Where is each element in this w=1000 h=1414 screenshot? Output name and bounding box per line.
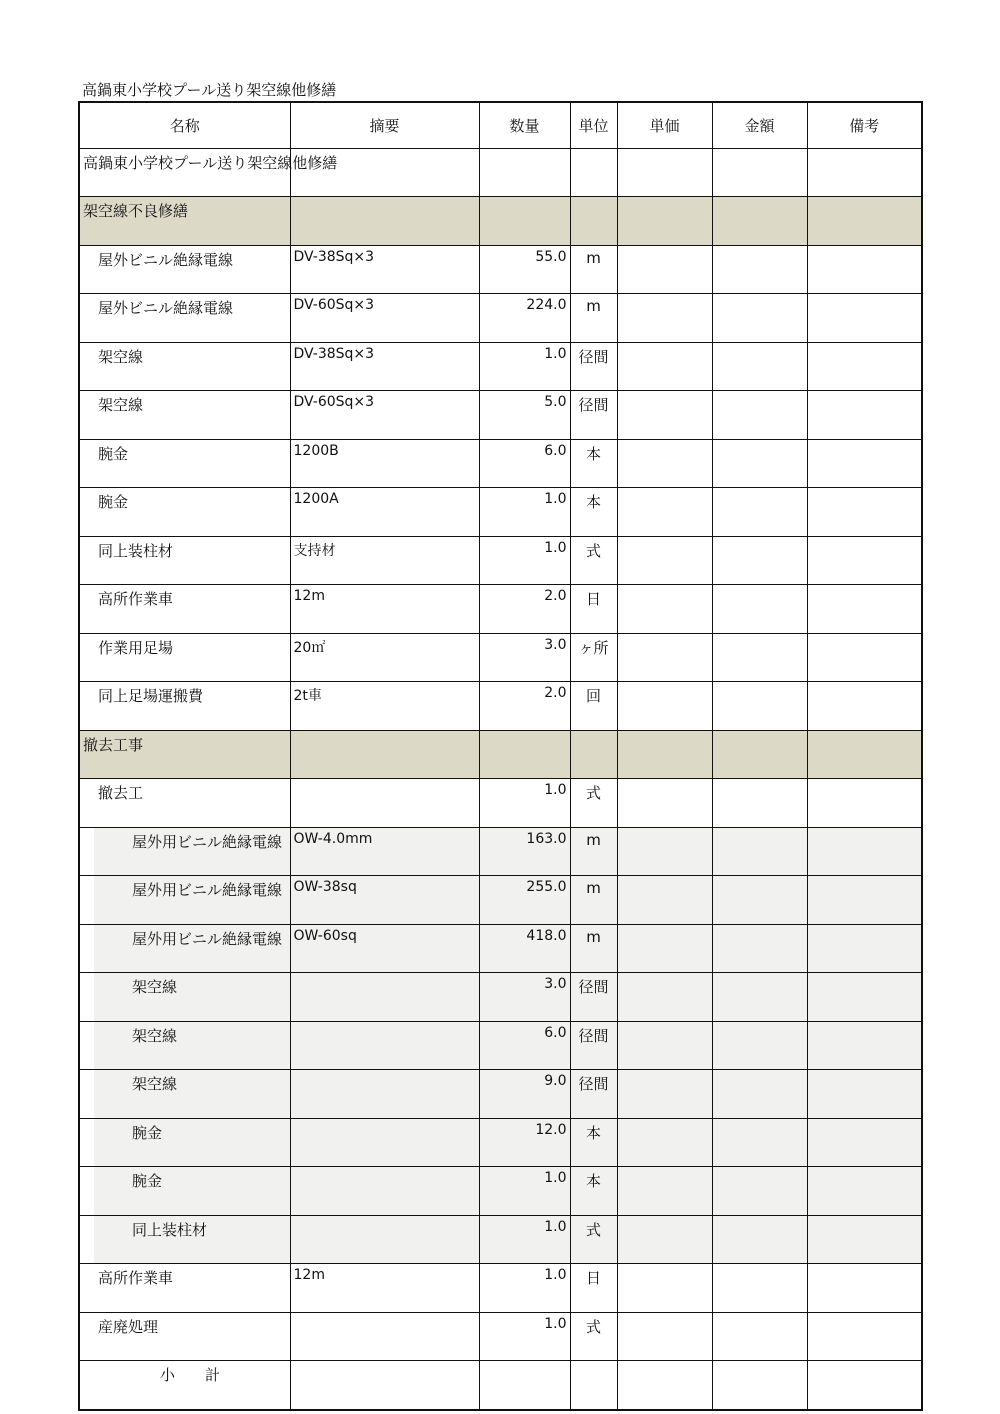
item-desc: 20㎡	[290, 633, 479, 682]
item-name: 屋外用ビニル絶縁電線	[79, 827, 290, 876]
item-name: 産廃処理	[79, 1312, 290, 1361]
table-row	[79, 342, 922, 391]
item-qty: 9.0	[479, 1070, 570, 1119]
table-row	[79, 488, 922, 537]
item-note	[807, 245, 922, 294]
item-unit: 回	[570, 682, 617, 731]
item-price	[617, 1361, 712, 1410]
item-unit: 式	[570, 1312, 617, 1361]
item-desc: OW-60sq	[290, 924, 479, 973]
item-price	[617, 1167, 712, 1216]
item-note	[807, 1021, 922, 1070]
item-name: 架空線	[79, 973, 290, 1022]
item-price	[617, 1070, 712, 1119]
item-qty: 1.0	[479, 342, 570, 391]
item-price	[617, 730, 712, 779]
item-qty: 5.0	[479, 391, 570, 440]
table-row	[79, 924, 922, 973]
table-row	[79, 1264, 922, 1313]
header-qty: 数量	[479, 102, 570, 148]
item-price	[617, 585, 712, 634]
subtotal-row	[79, 1361, 922, 1410]
item-desc	[290, 973, 479, 1022]
item-unit: ヶ所	[570, 633, 617, 682]
item-name: 同上装柱材	[79, 1215, 290, 1264]
item-qty: 6.0	[479, 439, 570, 488]
item-note	[807, 197, 922, 246]
item-price	[617, 779, 712, 828]
item-desc	[290, 1167, 479, 1216]
item-name: 屋外ビニル絶縁電線	[79, 294, 290, 343]
item-note	[807, 827, 922, 876]
item-qty: 6.0	[479, 1021, 570, 1070]
table-row	[79, 876, 922, 925]
item-amount	[712, 924, 807, 973]
item-name: 架空線	[79, 1021, 290, 1070]
item-qty	[479, 730, 570, 779]
item-amount	[712, 1167, 807, 1216]
item-amount	[712, 1215, 807, 1264]
item-note	[807, 1070, 922, 1119]
item-amount	[712, 1118, 807, 1167]
item-name: 腕金	[79, 1167, 290, 1216]
item-qty: 1.0	[479, 1264, 570, 1313]
item-price	[617, 536, 712, 585]
item-desc	[290, 1215, 479, 1264]
item-unit: 日	[570, 585, 617, 634]
item-unit: 径間	[570, 1070, 617, 1119]
item-amount	[712, 1312, 807, 1361]
item-note	[807, 924, 922, 973]
item-desc	[290, 730, 479, 779]
item-qty: 163.0	[479, 827, 570, 876]
item-note	[807, 779, 922, 828]
item-price	[617, 148, 712, 197]
item-unit: 径間	[570, 391, 617, 440]
item-unit: m	[570, 827, 617, 876]
item-unit: 本	[570, 1118, 617, 1167]
item-note	[807, 342, 922, 391]
section-row	[79, 197, 922, 246]
item-note	[807, 439, 922, 488]
item-note	[807, 294, 922, 343]
item-qty: 1.0	[479, 1312, 570, 1361]
header-note: 備考	[807, 102, 922, 148]
item-price	[617, 1215, 712, 1264]
item-desc: 2t車	[290, 682, 479, 731]
item-unit: 径間	[570, 1021, 617, 1070]
item-amount	[712, 488, 807, 537]
item-name: 同上足場運搬費	[79, 682, 290, 731]
item-amount	[712, 876, 807, 925]
item-desc: OW-4.0mm	[290, 827, 479, 876]
table-row	[79, 973, 922, 1022]
item-name: 腕金	[79, 488, 290, 537]
section-name: 撤去工事	[79, 730, 290, 779]
header-amount: 金額	[712, 102, 807, 148]
item-unit: 式	[570, 1215, 617, 1264]
item-amount	[712, 342, 807, 391]
item-desc	[290, 1070, 479, 1119]
item-desc: DV-60Sq×3	[290, 391, 479, 440]
item-unit	[570, 730, 617, 779]
item-desc	[290, 1118, 479, 1167]
item-price	[617, 1021, 712, 1070]
item-price	[617, 439, 712, 488]
table-row	[79, 1118, 922, 1167]
item-price	[617, 488, 712, 537]
item-price	[617, 973, 712, 1022]
item-unit	[570, 197, 617, 246]
item-desc: 支持材	[290, 536, 479, 585]
table-row	[79, 1070, 922, 1119]
header-name: 名称	[79, 102, 290, 148]
table-row	[79, 391, 922, 440]
item-qty: 224.0	[479, 294, 570, 343]
item-name: 腕金	[79, 1118, 290, 1167]
item-price	[617, 245, 712, 294]
item-desc	[290, 1021, 479, 1070]
item-unit: 径間	[570, 973, 617, 1022]
item-note	[807, 1215, 922, 1264]
item-unit: 式	[570, 536, 617, 585]
item-note	[807, 633, 922, 682]
item-amount	[712, 439, 807, 488]
item-note	[807, 585, 922, 634]
item-qty: 1.0	[479, 779, 570, 828]
item-desc	[290, 1361, 479, 1410]
item-price	[617, 342, 712, 391]
item-unit	[570, 1361, 617, 1410]
item-desc: 1200B	[290, 439, 479, 488]
item-desc: 1200A	[290, 488, 479, 537]
item-qty: 3.0	[479, 973, 570, 1022]
item-price	[617, 294, 712, 343]
item-note	[807, 1118, 922, 1167]
table-row	[79, 779, 922, 828]
item-note	[807, 1312, 922, 1361]
header-desc: 摘要	[290, 102, 479, 148]
item-note	[807, 1361, 922, 1410]
item-amount	[712, 973, 807, 1022]
subtotal-label: 小 計	[79, 1361, 290, 1410]
item-qty	[479, 148, 570, 197]
item-name: 高鍋東小学校プール送り架空線他修繕	[79, 148, 290, 197]
item-unit: m	[570, 924, 617, 973]
table-row	[79, 536, 922, 585]
item-note	[807, 536, 922, 585]
item-amount	[712, 730, 807, 779]
item-unit: 式	[570, 779, 617, 828]
item-qty: 1.0	[479, 1167, 570, 1216]
item-amount	[712, 391, 807, 440]
item-amount	[712, 1361, 807, 1410]
item-name: 架空線	[79, 391, 290, 440]
item-desc	[290, 197, 479, 246]
item-note	[807, 391, 922, 440]
item-price	[617, 924, 712, 973]
item-amount	[712, 1264, 807, 1313]
header-unit: 単位	[570, 102, 617, 148]
document-title: 高鍋東小学校プール送り架空線他修繕	[82, 81, 337, 99]
item-name: 架空線	[79, 1070, 290, 1119]
item-amount	[712, 197, 807, 246]
item-price	[617, 827, 712, 876]
item-qty: 418.0	[479, 924, 570, 973]
item-qty: 55.0	[479, 245, 570, 294]
section-row	[79, 730, 922, 779]
item-unit: 本	[570, 488, 617, 537]
item-amount	[712, 1021, 807, 1070]
item-price	[617, 1118, 712, 1167]
item-note	[807, 148, 922, 197]
item-amount	[712, 294, 807, 343]
item-unit: 日	[570, 1264, 617, 1313]
item-amount	[712, 148, 807, 197]
item-price	[617, 391, 712, 440]
header-row	[79, 102, 922, 148]
item-note	[807, 973, 922, 1022]
item-desc: OW-38sq	[290, 876, 479, 925]
item-qty: 12.0	[479, 1118, 570, 1167]
item-price	[617, 197, 712, 246]
item-qty: 2.0	[479, 682, 570, 731]
item-unit: m	[570, 245, 617, 294]
item-unit: m	[570, 294, 617, 343]
item-name: 高所作業車	[79, 585, 290, 634]
item-qty: 3.0	[479, 633, 570, 682]
item-price	[617, 1312, 712, 1361]
item-name: 屋外用ビニル絶縁電線	[79, 876, 290, 925]
item-qty: 1.0	[479, 488, 570, 537]
item-unit: 径間	[570, 342, 617, 391]
table-row	[79, 1021, 922, 1070]
item-name: 高所作業車	[79, 1264, 290, 1313]
item-amount	[712, 827, 807, 876]
item-desc: DV-60Sq×3	[290, 294, 479, 343]
item-note	[807, 488, 922, 537]
item-note	[807, 876, 922, 925]
table-row	[79, 148, 922, 197]
table-row	[79, 827, 922, 876]
item-desc: 12m	[290, 1264, 479, 1313]
item-name: 屋外用ビニル絶縁電線	[79, 924, 290, 973]
item-note	[807, 730, 922, 779]
table-row	[79, 1312, 922, 1361]
item-unit: 本	[570, 439, 617, 488]
item-amount	[712, 245, 807, 294]
item-desc: 12m	[290, 585, 479, 634]
item-unit: 本	[570, 1167, 617, 1216]
header-price: 単価	[617, 102, 712, 148]
item-name: 撤去工	[79, 779, 290, 828]
item-desc	[290, 1312, 479, 1361]
section-name: 架空線不良修繕	[79, 197, 290, 246]
table-row	[79, 585, 922, 634]
estimate-table	[78, 101, 923, 1411]
item-name: 同上装柱材	[79, 536, 290, 585]
item-amount	[712, 779, 807, 828]
table-row	[79, 633, 922, 682]
item-desc: DV-38Sq×3	[290, 245, 479, 294]
item-price	[617, 1264, 712, 1313]
table-row	[79, 1215, 922, 1264]
item-name: 作業用足場	[79, 633, 290, 682]
table-row	[79, 294, 922, 343]
item-price	[617, 876, 712, 925]
item-unit	[570, 148, 617, 197]
item-qty: 2.0	[479, 585, 570, 634]
item-qty: 255.0	[479, 876, 570, 925]
item-amount	[712, 633, 807, 682]
item-name: 腕金	[79, 439, 290, 488]
item-amount	[712, 1070, 807, 1119]
item-amount	[712, 682, 807, 731]
table-row	[79, 682, 922, 731]
item-amount	[712, 585, 807, 634]
item-qty: 1.0	[479, 1215, 570, 1264]
item-price	[617, 682, 712, 731]
item-note	[807, 1167, 922, 1216]
item-name: 屋外ビニル絶縁電線	[79, 245, 290, 294]
table-row	[79, 1167, 922, 1216]
item-note	[807, 682, 922, 731]
item-name: 架空線	[79, 342, 290, 391]
item-note	[807, 1264, 922, 1313]
item-unit: m	[570, 876, 617, 925]
item-qty: 1.0	[479, 536, 570, 585]
item-desc: DV-38Sq×3	[290, 342, 479, 391]
item-price	[617, 633, 712, 682]
table-row	[79, 439, 922, 488]
item-desc	[290, 779, 479, 828]
item-qty	[479, 1361, 570, 1410]
table-row	[79, 245, 922, 294]
item-qty	[479, 197, 570, 246]
item-amount	[712, 536, 807, 585]
